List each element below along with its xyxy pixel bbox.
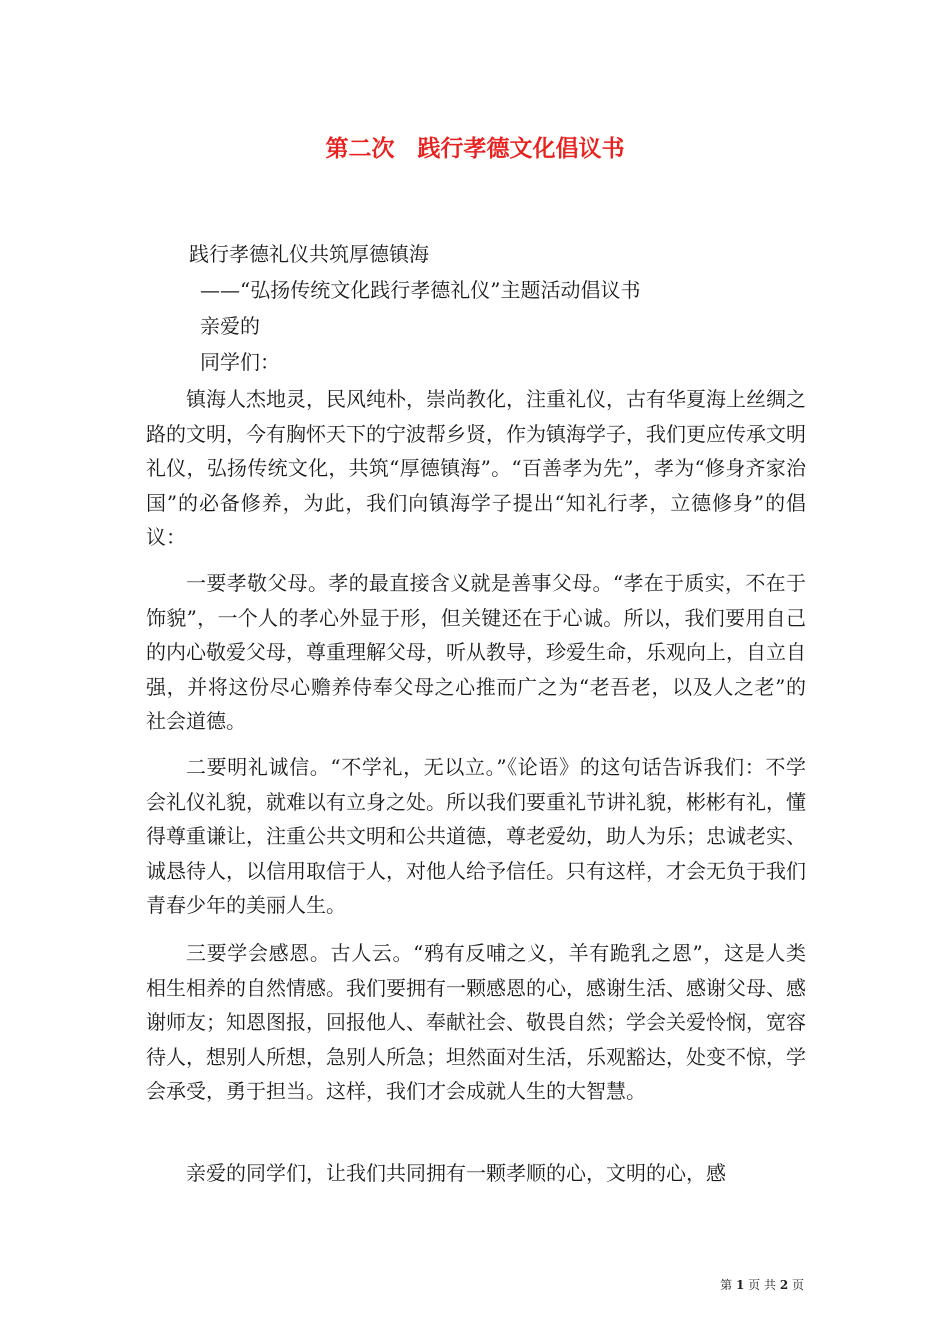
subtitle: 践行孝德礼仪共筑厚德镇海: [189, 242, 429, 266]
paragraph-respect-parents: 一要孝敬父母。孝的最直接含义就是善事父母。“孝在于质实，不在于饰貌”，一个人的孝心外显于形，但关键还在于心诚。所以，我们要用自己的内心敬爱父母，尊重理解父母，听从教导，珍爱生命，乐观向上，自立自强，并将这份尽心赡养侍奉父母之心推而广之为“老吾老，以及人之老”的社会道德。: [146, 571, 806, 734]
footer-prefix: 第: [720, 1278, 736, 1292]
footer-suffix: 页: [788, 1278, 804, 1292]
salutation-line-2: 同学们：: [200, 350, 280, 374]
paragraph-intro: 镇海人杰地灵，民风纯朴，崇尚教化，注重礼仪，古有华夏海上丝绸之路的文明，今有胸怀天下的宁波帮乡贤，作为镇海学子，我们更应传承文明礼仪，弘扬传统文化，共筑“厚德镇海”。“百善孝为先”，孝为“修身齐家治国”的必备修养，为此，我们向镇海学子提出“知礼行孝，立德修身”的倡议：: [146, 387, 806, 550]
footer-middle: 页 共: [744, 1278, 780, 1292]
footer-page-number: 1: [736, 1278, 745, 1292]
subtitle-campaign: ——“弘扬传统文化践行孝德礼仪”主题活动倡议书: [200, 278, 641, 302]
salutation-line-1: 亲爱的: [200, 314, 260, 338]
page-footer: [720, 1276, 804, 1294]
document-title: 第二次 践行孝德文化倡议书: [325, 136, 625, 162]
footer-total-pages: 2: [779, 1278, 789, 1292]
paragraph-gratitude: 三要学会感恩。古人云。“鸦有反哺之义，羊有跪乳之恩”，这是人类相生相养的自然情感。我们要拥有一颗感恩的心，感谢生活、感谢父母、感谢师友；知恩图报，回报他人、奉献社会、敬畏自然；学会关爱怜悯，宽容待人，想别人所想，急别人所急；坦然面对生活，乐观豁达，处变不惊，学会承受，勇于担当。这样，我们才会成就人生的大智慧。: [146, 941, 806, 1104]
paragraph-closing: 亲爱的同学们，让我们共同拥有一颗孝顺的心，文明的心，感: [186, 1161, 726, 1185]
paragraph-courtesy-integrity: 二要明礼诚信。“不学礼，无以立。”《论语》的这句话告诉我们：不学会礼仪礼貌，就难以有立身之处。所以我们要重礼节讲礼貌，彬彬有礼，懂得尊重谦让，注重公共文明和公共道德，尊老爱幼，助人为乐；忠诚老实、诚恳待人，以信用取信于人，对他人给予信任。只有这样，才会无负于我们青春少年的美丽人生。: [146, 755, 806, 918]
